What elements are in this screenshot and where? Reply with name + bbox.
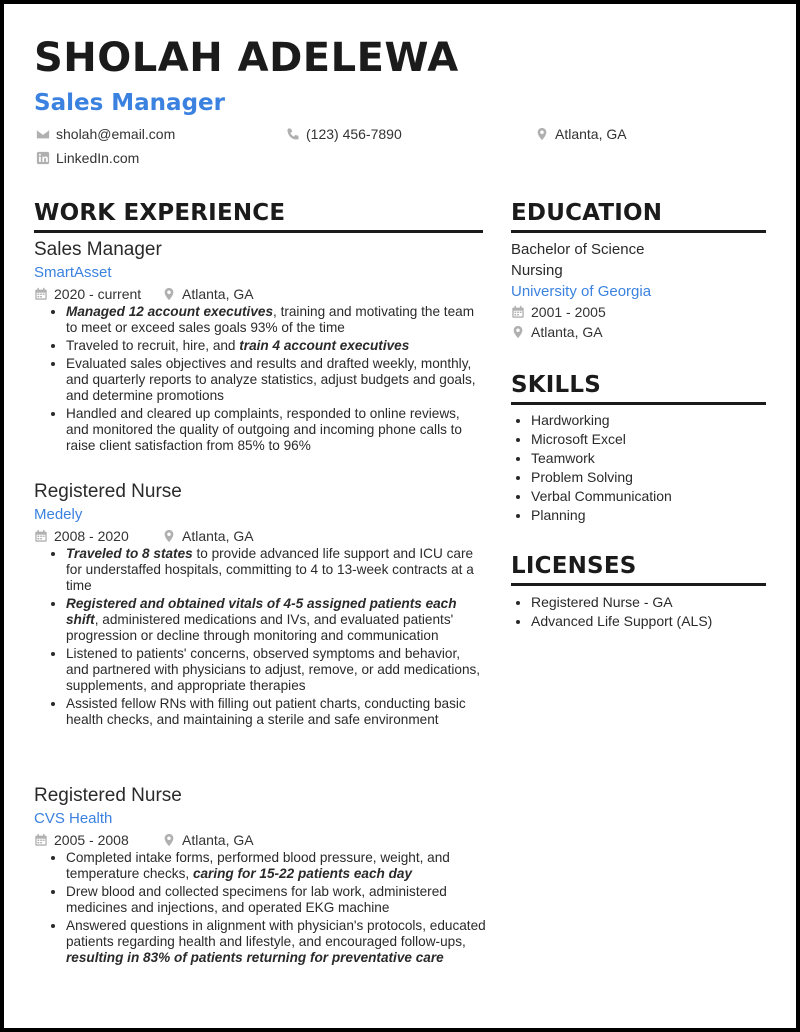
field-of-study: Nursing: [511, 262, 563, 279]
job-bullet: • Completed intake forms, performed blood pressure, weight, and temperature checks, caring for 15-22 patients each day: [66, 850, 486, 882]
job-location-text: Atlanta, GA: [182, 528, 254, 544]
linkedin-icon: [36, 151, 50, 165]
job-meta: [34, 526, 486, 546]
education-rule: [511, 230, 766, 233]
education-entry: [511, 239, 769, 342]
education-dates-text: 2001 - 2005: [531, 304, 606, 320]
job-bullet: • Evaluated sales objectives and results and drafted weekly, monthly, and quarterly reports to analyze statistics, adjust budgets and goals, and determine promotions: [66, 356, 486, 404]
license-item: • Registered Nurse - GA: [531, 593, 769, 612]
job-bullet: • Listened to patients' concerns, observed symptoms and behavior, and partnered with physicians to adjust, remove, or add medications, supplements, and appropriate therapies: [66, 646, 486, 694]
skills-list-wrap: [511, 411, 769, 525]
map-pin-icon: [535, 127, 549, 141]
skills-heading: SKILLS: [511, 372, 602, 398]
job-bullets: [34, 546, 486, 728]
job-bullet: • Managed 12 account executives, training and motivating the team to meet or exceed sales goals 93% of the time: [66, 304, 486, 336]
job-role: Registered Nurse: [34, 481, 182, 502]
resume-page: [4, 4, 796, 1028]
job-bullets: [34, 304, 486, 454]
school-name: University of Georgia: [511, 283, 652, 300]
contact-email: [36, 126, 175, 142]
skill-item: • Teamwork: [531, 449, 769, 468]
job-location: [162, 830, 254, 850]
candidate-title: Sales Manager: [34, 90, 225, 116]
job-location-text: Atlanta, GA: [182, 286, 254, 302]
skills-list: [511, 411, 769, 525]
linkedin-text: LinkedIn.com: [56, 150, 140, 166]
contact-location: [535, 126, 627, 142]
job-company: CVS Health: [34, 810, 113, 827]
job-role: Sales Manager: [34, 239, 162, 260]
job-location: [162, 526, 254, 546]
job-entry: [34, 238, 486, 456]
job-dates: [34, 830, 162, 850]
phone-icon: [286, 127, 300, 141]
job-bullet: • Assisted fellow RNs with filling out patient charts, conducting basic health checks, and maintaining a sterile and safe environment: [66, 696, 486, 728]
education-location-text: Atlanta, GA: [531, 324, 603, 340]
job-bullet: • Handled and cleared up complaints, responded to online reviews, and monitored the quality of outgoing and incoming phone calls to raise client satisfaction from 85% to 96%: [66, 406, 486, 454]
calendar-icon: [34, 833, 48, 847]
license-item: • Advanced Life Support (ALS): [531, 612, 769, 631]
skill-item: • Planning: [531, 506, 769, 525]
job-bullets: [34, 850, 486, 966]
job-entry: [34, 784, 486, 968]
education-heading: EDUCATION: [511, 200, 663, 226]
job-bullet: • Registered and obtained vitals of 4-5 assigned patients each shift, administered medications and IVs, and evaluated patients' progression or decline through monitoring and communication: [66, 596, 486, 644]
job-company: SmartAsset: [34, 264, 112, 281]
education-location: [511, 322, 769, 342]
location-text: Atlanta, GA: [555, 126, 627, 142]
job-meta: [34, 284, 486, 304]
degree: Bachelor of Science: [511, 241, 645, 258]
skills-rule: [511, 402, 766, 405]
job-dates: [34, 526, 162, 546]
job-bullet: • Answered questions in alignment with physician's protocols, educated patients regarding health and lifestyle, and encouraged follow-ups, resulting in 83% of patients returning for preventative care: [66, 918, 486, 966]
job-location-text: Atlanta, GA: [182, 832, 254, 848]
job-dates-text: 2008 - 2020: [54, 528, 129, 544]
email-text: sholah@email.com: [56, 126, 176, 142]
envelope-icon: [36, 127, 50, 141]
phone-text: (123) 456-7890: [306, 126, 402, 142]
calendar-icon: [34, 529, 48, 543]
licenses-rule: [511, 583, 766, 586]
skill-item: • Verbal Communication: [531, 487, 769, 506]
job-company: Medely: [34, 506, 83, 523]
job-dates-text: 2020 - current: [54, 286, 142, 302]
job-bullet: • Drew blood and collected specimens for lab work, administered medicines and injections, and operated EKG machine: [66, 884, 486, 916]
job-bullet: • Traveled to recruit, hire, and train 4 account executives: [66, 338, 486, 354]
licenses-list-wrap: [511, 593, 769, 631]
licenses-heading: LICENSES: [511, 553, 637, 579]
licenses-list: [511, 593, 769, 631]
job-entry: [34, 480, 486, 730]
job-role: Registered Nurse: [34, 785, 182, 806]
work-experience-rule: [34, 230, 483, 233]
job-bullet: • Traveled to 8 states to provide advanced life support and ICU care for understaffed hospitals, committing to 4 to 13-week contracts at a time: [66, 546, 486, 594]
candidate-name: SHOLAH ADELEWA: [34, 35, 459, 81]
work-experience-heading: WORK EXPERIENCE: [34, 200, 286, 226]
map-pin-icon: [511, 325, 525, 339]
map-pin-icon: [162, 287, 176, 301]
job-location: [162, 284, 254, 304]
skill-item: • Microsoft Excel: [531, 430, 769, 449]
job-meta: [34, 830, 486, 850]
job-dates-text: 2005 - 2008: [54, 832, 129, 848]
education-dates: [511, 302, 769, 322]
map-pin-icon: [162, 833, 176, 847]
contact-phone: [286, 126, 402, 142]
skill-item: • Hardworking: [531, 411, 769, 430]
contact-linkedin: [36, 150, 139, 166]
calendar-icon: [34, 287, 48, 301]
calendar-icon: [511, 305, 525, 319]
map-pin-icon: [162, 529, 176, 543]
job-dates: [34, 284, 162, 304]
skill-item: • Problem Solving: [531, 468, 769, 487]
